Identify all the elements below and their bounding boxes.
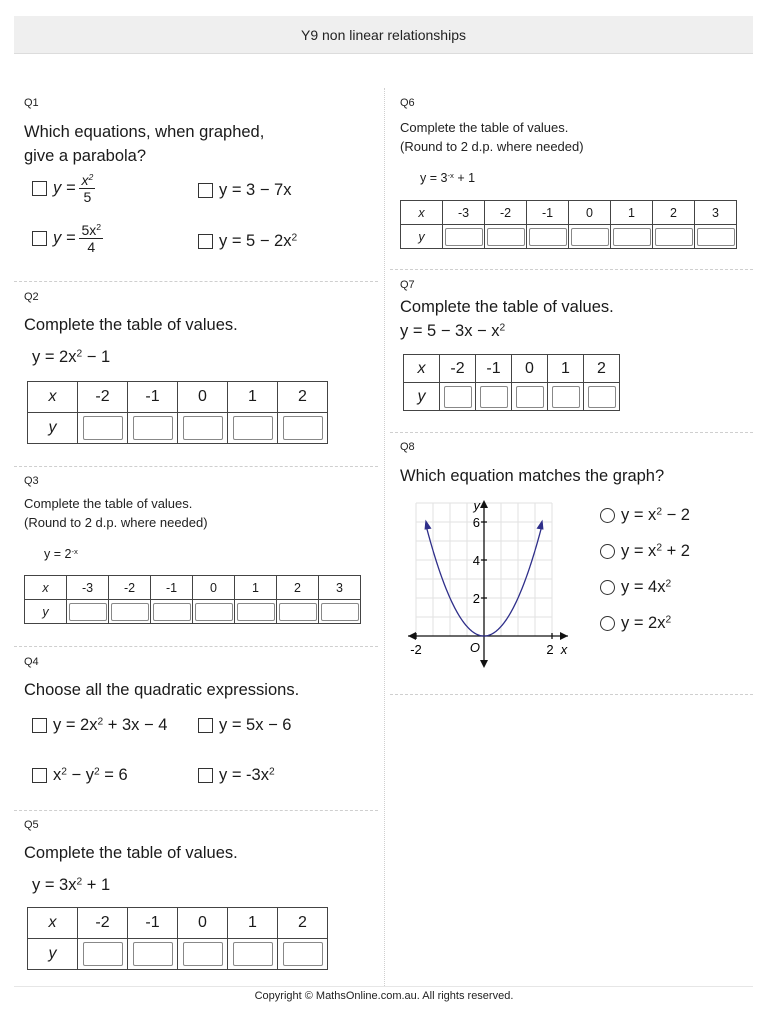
answer-input[interactable] [83, 942, 123, 966]
x-value: -1 [476, 355, 512, 383]
y-row [28, 413, 328, 444]
y-answer-cell [67, 600, 109, 624]
table-of-values [400, 200, 737, 249]
footer-divider [14, 986, 753, 987]
answer-input[interactable] [445, 228, 483, 246]
page-header [14, 16, 753, 54]
radio-button[interactable] [600, 616, 615, 631]
x-value: 2 [653, 201, 695, 225]
x-value: 3 [695, 201, 737, 225]
y-header: y [28, 939, 78, 970]
option-text: $y = 2x^2$ [621, 614, 672, 632]
answer-input[interactable] [516, 386, 544, 408]
y-row [25, 600, 361, 624]
checkbox[interactable] [32, 231, 47, 246]
checkbox[interactable] [198, 718, 213, 733]
y-answer-cell [319, 600, 361, 624]
y-answer-cell [277, 600, 319, 624]
equation: $y = 3x^2 + 1$ [32, 876, 111, 894]
question-text: Complete the table of values. [24, 316, 238, 334]
option-4[interactable] [600, 614, 671, 633]
x-value: 3 [319, 576, 361, 600]
question-text: Which equations, when graphed, [24, 123, 265, 141]
answer-input[interactable] [133, 416, 173, 440]
x-value: 1 [235, 576, 277, 600]
checkbox[interactable] [32, 718, 47, 733]
y-answer-cell [78, 413, 128, 444]
answer-input[interactable] [233, 942, 273, 966]
y-answer-cell [695, 225, 737, 249]
answer-input[interactable] [697, 228, 735, 246]
option-text: $y = -3x^2$ [219, 766, 275, 784]
equation: $y = 3^{-x} + 1$ [420, 170, 476, 185]
x-value: -2 [78, 382, 128, 413]
option-text: $y = 4x^2$ [621, 578, 672, 596]
y-answer-cell [235, 600, 277, 624]
answer-input[interactable] [571, 228, 609, 246]
x-header: x [404, 355, 440, 383]
checkbox[interactable] [32, 768, 47, 783]
option-1[interactable] [600, 506, 690, 525]
question-label: Q3 [24, 475, 39, 487]
separator [14, 466, 378, 467]
checkbox[interactable] [32, 181, 47, 196]
x-axis-label: x [560, 642, 568, 657]
x-value: 1 [611, 201, 653, 225]
radio-button[interactable] [600, 508, 615, 523]
x-tick-label: -2 [410, 642, 422, 657]
question-label: Q4 [24, 656, 39, 668]
separator [390, 694, 753, 695]
question-label: Q6 [400, 97, 415, 109]
option-text: y = 5x − 6 [219, 716, 292, 734]
option-text: $y = x^2 + 2$ [621, 542, 690, 560]
y-row [404, 383, 620, 411]
y-axis-arrow [480, 660, 488, 668]
x-value: 2 [277, 576, 319, 600]
option-b[interactable] [198, 181, 291, 200]
answer-input[interactable] [153, 603, 191, 621]
answer-input[interactable] [183, 942, 223, 966]
x-row [28, 908, 328, 939]
x-value: 2 [278, 908, 328, 939]
answer-input[interactable] [480, 386, 508, 408]
x-row [28, 382, 328, 413]
answer-input[interactable] [233, 416, 273, 440]
option-c[interactable] [32, 766, 128, 785]
x-value: -3 [67, 576, 109, 600]
option-text: y = [53, 179, 76, 197]
x-axis-arrow [408, 632, 416, 640]
x-axis-arrow [560, 632, 568, 640]
answer-input[interactable] [613, 228, 651, 246]
x-value: -2 [485, 201, 527, 225]
x-value: 1 [548, 355, 584, 383]
y-answer-cell [443, 225, 485, 249]
y-answer-cell [584, 383, 620, 411]
x-row [404, 355, 620, 383]
option-c[interactable] [32, 222, 103, 255]
answer-input[interactable] [69, 603, 107, 621]
y-tick-label: 2 [472, 591, 480, 606]
y-row [28, 939, 328, 970]
column-divider [384, 88, 385, 986]
parabola-graph [404, 496, 574, 676]
x-value: -1 [128, 908, 178, 939]
checkbox[interactable] [198, 768, 213, 783]
fraction: $\frac{5x^2}{4}$ [81, 222, 102, 255]
radio-button[interactable] [600, 544, 615, 559]
question-text: Complete the table of values. [400, 120, 569, 135]
y-answer-cell [178, 939, 228, 970]
question-label: Q5 [24, 819, 39, 831]
checkbox[interactable] [198, 234, 213, 249]
question-text: Complete the table of values. [24, 496, 193, 511]
fraction: $\frac{x^2}{5}$ [81, 172, 94, 205]
y-answer-cell [193, 600, 235, 624]
y-answer-cell [278, 939, 328, 970]
y-header: y [401, 225, 443, 249]
y-answer-cell [228, 939, 278, 970]
y-answer-cell [228, 413, 278, 444]
question-label: Q1 [24, 97, 39, 109]
separator [390, 269, 753, 270]
x-value: 1 [228, 908, 278, 939]
table-of-values [27, 381, 328, 444]
option-d[interactable] [198, 232, 297, 251]
x-value: -1 [151, 576, 193, 600]
y-axis-label: y [473, 498, 480, 513]
option-3[interactable] [600, 578, 671, 597]
y-answer-cell [611, 225, 653, 249]
y-tick-label: 6 [472, 515, 480, 530]
answer-input[interactable] [487, 228, 525, 246]
x-header: x [28, 908, 78, 939]
question-text: (Round to 2 d.p. where needed) [400, 139, 584, 154]
option-text: y = [53, 229, 76, 247]
x-value: 2 [278, 382, 328, 413]
copyright-text: Copyright © MathsOnline.com.au. All rights reserved. [254, 990, 514, 1002]
x-value: 0 [178, 908, 228, 939]
y-answer-cell [109, 600, 151, 624]
y-answer-cell [653, 225, 695, 249]
question-text: give a parabola? [24, 147, 147, 165]
answer-input[interactable] [552, 386, 580, 408]
question-text: Choose all the quadratic expressions. [24, 681, 300, 699]
radio-button[interactable] [600, 580, 615, 595]
x-value: 2 [584, 355, 620, 383]
answer-input[interactable] [133, 942, 173, 966]
y-header: y [25, 600, 67, 624]
option-text: $y = 5 - 2x^2$ [219, 232, 298, 250]
x-value: 0 [512, 355, 548, 383]
x-value: -2 [440, 355, 476, 383]
separator [14, 810, 378, 811]
separator [390, 432, 753, 433]
y-answer-cell [128, 939, 178, 970]
y-tick-label: 4 [472, 553, 480, 568]
y-answer-cell [128, 413, 178, 444]
x-value: 0 [193, 576, 235, 600]
graph-axes [408, 500, 568, 668]
x-header: x [401, 201, 443, 225]
answer-input[interactable] [111, 603, 149, 621]
option-text: y = 3 − 7x [219, 181, 292, 199]
question-text: Complete the table of values. [400, 298, 614, 316]
question-label: Q8 [400, 441, 415, 453]
x-row [25, 576, 361, 600]
option-text: $y = 2x^2 + 3x - 4$ [53, 716, 168, 734]
answer-input[interactable] [529, 228, 567, 246]
option-2[interactable] [600, 542, 690, 561]
equation: $y = 5 - 3x - x^2$ [400, 322, 506, 340]
y-answer-cell [485, 225, 527, 249]
y-axis-arrow [480, 500, 488, 508]
separator [14, 281, 378, 282]
y-answer-cell [440, 383, 476, 411]
x-header: x [28, 382, 78, 413]
page-title: Y9 non linear relationships [301, 26, 466, 43]
answer-input[interactable] [237, 603, 275, 621]
option-b[interactable] [198, 716, 291, 735]
x-value: -2 [109, 576, 151, 600]
question-text: Complete the table of values. [24, 844, 238, 862]
question-text: (Round to 2 d.p. where needed) [24, 515, 208, 530]
y-header: y [28, 413, 78, 444]
answer-input[interactable] [588, 386, 616, 408]
y-answer-cell [278, 413, 328, 444]
x-value: -1 [128, 382, 178, 413]
equation: $y = 2x^2 - 1$ [32, 348, 111, 366]
x-value: 0 [178, 382, 228, 413]
answer-input[interactable] [279, 603, 317, 621]
question-label: Q2 [24, 291, 39, 303]
option-a[interactable] [32, 172, 95, 205]
separator [14, 646, 378, 647]
answer-input[interactable] [283, 942, 323, 966]
question-label: Q7 [400, 279, 415, 291]
y-answer-cell [569, 225, 611, 249]
x-value: -3 [443, 201, 485, 225]
y-answer-cell [527, 225, 569, 249]
table-of-values [24, 575, 361, 624]
y-header: y [404, 383, 440, 411]
y-row [401, 225, 737, 249]
x-value: -2 [78, 908, 128, 939]
y-answer-cell [78, 939, 128, 970]
y-answer-cell [476, 383, 512, 411]
answer-input[interactable] [444, 386, 472, 408]
y-answer-cell [178, 413, 228, 444]
y-answer-cell [548, 383, 584, 411]
origin-label: O [469, 640, 480, 655]
answer-input[interactable] [195, 603, 233, 621]
x-value: 0 [569, 201, 611, 225]
answer-input[interactable] [321, 603, 359, 621]
answer-input[interactable] [655, 228, 693, 246]
option-text: $y = x^2 - 2$ [621, 506, 690, 524]
answer-input[interactable] [83, 416, 123, 440]
answer-input[interactable] [283, 416, 323, 440]
answer-input[interactable] [183, 416, 223, 440]
x-header: x [25, 576, 67, 600]
checkbox[interactable] [198, 183, 213, 198]
footer [0, 990, 768, 1002]
option-a[interactable] [32, 716, 167, 735]
question-text: Which equation matches the graph? [400, 467, 665, 485]
x-tick-label: 2 [546, 642, 554, 657]
y-answer-cell [151, 600, 193, 624]
option-text: $x^2 - y^2 = 6$ [53, 766, 128, 784]
table-of-values [403, 354, 620, 411]
option-d[interactable] [198, 766, 275, 785]
x-row [401, 201, 737, 225]
x-value: -1 [527, 201, 569, 225]
y-answer-cell [512, 383, 548, 411]
table-of-values [27, 907, 328, 970]
equation: $y = 2^{-x}$ [44, 546, 78, 561]
x-value: 1 [228, 382, 278, 413]
